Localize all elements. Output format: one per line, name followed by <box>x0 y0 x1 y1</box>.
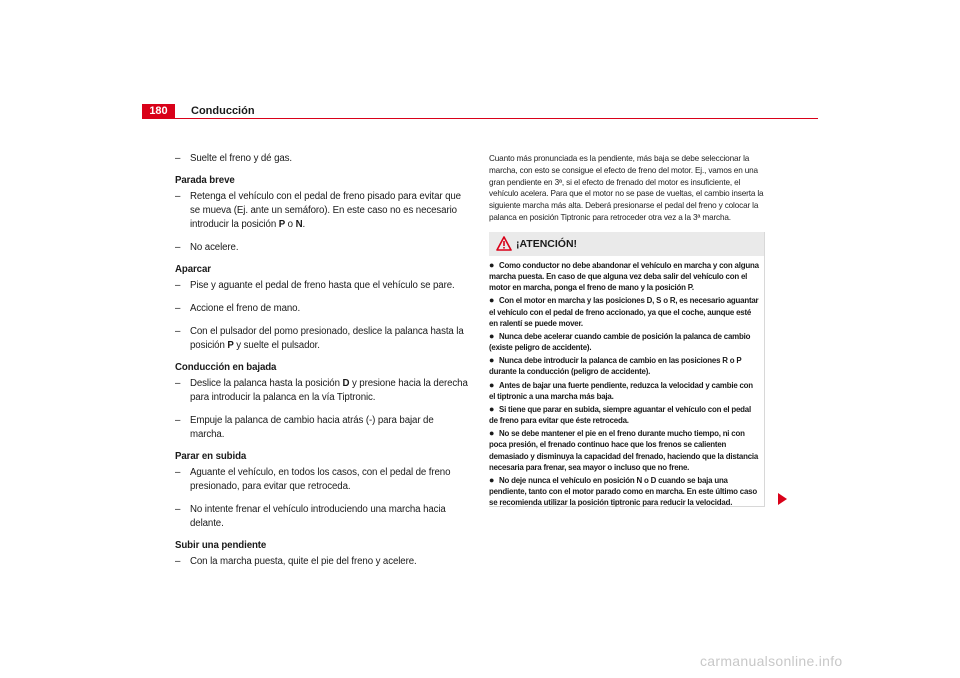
warning-text: Nunca debe introducir la palanca de cambio en las posiciones R o P durante la conducción (peligro de accidente). <box>489 356 742 377</box>
section-heading: Parar en subida <box>175 451 247 462</box>
list-item <box>175 377 470 405</box>
section-heading: Subir una pendiente <box>175 540 267 551</box>
bullet-icon: ● <box>489 355 495 366</box>
item-text: Empuje la palanca de cambio hacia atrás (-) para bajar de marcha. <box>190 415 434 440</box>
warning-item <box>489 355 760 377</box>
warning-text: Como conductor no debe abandonar el vehículo en marcha y con alguna marcha puesta. En caso de que alguna vez deba salir del vehículo con el motor en marcha, ponga el freno de mano y la posición P. <box>489 261 759 293</box>
dash-bullet: – <box>175 326 181 337</box>
warning-item <box>489 295 760 328</box>
warning-item <box>489 428 760 473</box>
item-text: Pise y aguante el pedal de freno hasta que el vehículo se pare. <box>190 280 455 291</box>
list-item <box>175 503 470 531</box>
warning-text: No deje nunca el vehículo en posición N o D cuando se baja una pendiente, tanto con el motor parado como en marcha. En este último caso se recomienda utilizar la posición tiptronic para reducir la velocidad. <box>489 475 757 508</box>
dash-bullet: – <box>175 280 181 291</box>
item-text: Suelte el freno y dé gas. <box>190 153 292 164</box>
section-heading: Conducción en bajada <box>175 362 277 373</box>
warning-item <box>489 475 760 508</box>
gear-position: N <box>295 219 303 230</box>
right-column <box>489 153 767 224</box>
list-item <box>175 302 470 316</box>
warning-item <box>489 331 760 353</box>
item-text: No acelere. <box>190 242 239 253</box>
list-item <box>175 152 470 166</box>
list-item <box>175 241 470 255</box>
item-text: Retenga el vehículo con el pedal de freno pisado para evitar que se mueva (Ej. ante un semáforo). En este caso no es necesario introducir la posición <box>190 191 461 230</box>
gear-position: P <box>227 340 234 351</box>
item-text: Aguante el vehículo, en todos los casos, con el pedal de freno presionado, para evitar que retroceda. <box>190 467 451 492</box>
dash-bullet: – <box>175 556 181 567</box>
intro-paragraph: Cuanto más pronunciada es la pendiente, más baja se debe seleccionar la marcha, con esto se consigue el efecto de freno del motor. Ej., vamos en una gran pendiente en 3ª, si el efecto de frenado del motor es insuficiente, el vehículo acelera. Para que el motor no se pase de vueltas, el cambio inserta la siguiente marcha más alta. Deberá presionarse el pedal del freno y colocar la palanca en posición Tiptronic para retroceder otra vez a la 3ª marcha. <box>489 154 764 222</box>
list-item <box>175 190 470 232</box>
left-column <box>175 152 470 569</box>
warning-box <box>489 232 765 507</box>
item-text: . <box>302 219 306 230</box>
page-number: 180 <box>142 104 175 119</box>
warning-text: Antes de bajar una fuerte pendiente, reduzca la velocidad y cambie con el tiptronic a una marcha más baja. <box>489 380 753 401</box>
page-title: Conducción <box>191 105 255 117</box>
dash-bullet: – <box>175 467 181 478</box>
list-item <box>175 414 470 442</box>
item-text: Accione el freno de mano. <box>190 303 301 314</box>
bullet-icon: ● <box>489 260 495 270</box>
bullet-icon: ● <box>489 474 495 485</box>
item-text: y presione hacia la derecha para introducir la palanca en la vía Tiptronic. <box>190 378 468 403</box>
warning-title: ¡ATENCIÓN! <box>516 238 578 250</box>
warning-text: Nunca debe acelerar cuando cambie de posición la palanca de cambio (existe peligro de accidente). <box>489 331 751 353</box>
section-heading: Aparcar <box>175 264 211 275</box>
warning-item <box>489 380 760 402</box>
dash-bullet: – <box>175 415 181 426</box>
list-item <box>175 325 470 353</box>
bullet-icon: ● <box>489 295 495 306</box>
warning-list <box>489 256 764 508</box>
dash-bullet: – <box>175 303 181 314</box>
warning-text: No se debe mantener el pie en el freno durante mucho tiempo, ni con poca presión, el frenado continuo hace que los frenos se calienten demasiado y disminuya la capacidad del frenado, haciendo que la distancia necesaria para frenar, sea mayor o incluso que no frene. <box>489 429 759 472</box>
next-page-arrow-icon[interactable] <box>777 493 787 505</box>
item-text: No intente frenar el vehículo introduciendo una marcha hacia delante. <box>190 504 446 529</box>
warning-item <box>489 404 760 426</box>
list-item <box>175 555 470 569</box>
warning-header <box>489 232 764 256</box>
dash-bullet: – <box>175 191 181 202</box>
warning-text: Con el motor en marcha y las posiciones D, S o R, es necesario aguantar el vehículo con el pedal de freno accionado, ya que el coche, aunque esté en ralentí se puede mover. <box>489 296 759 328</box>
dash-bullet: – <box>175 504 181 515</box>
item-text: y suelte el pulsador. <box>233 340 320 351</box>
list-item <box>175 279 470 293</box>
section-heading: Parada breve <box>175 175 235 186</box>
warning-triangle-icon <box>496 236 512 251</box>
bullet-icon: ● <box>489 379 495 390</box>
item-text: Con el pulsador del pomo presionado, deslice la palanca hasta la posición <box>190 326 464 351</box>
header-divider <box>142 118 818 119</box>
warning-text: Si tiene que parar en subida, siempre aguantar el vehículo con el pedal de freno para evitar que éste retroceda. <box>489 404 751 426</box>
bullet-icon: ● <box>489 330 495 341</box>
dash-bullet: – <box>175 242 181 253</box>
warning-item <box>489 260 760 293</box>
dash-bullet: – <box>175 378 181 389</box>
dash-bullet: – <box>175 153 181 164</box>
list-item <box>175 466 470 494</box>
item-text: o <box>285 219 296 230</box>
bullet-icon: ● <box>489 428 495 439</box>
watermark: carmanualsonline.info <box>700 653 843 669</box>
gear-position: D <box>342 378 350 389</box>
gear-position: P <box>278 219 286 230</box>
bullet-icon: ● <box>489 403 495 414</box>
item-text: Con la marcha puesta, quite el pie del freno y acelere. <box>190 556 417 567</box>
item-text: Deslice la palanca hasta la posición <box>190 378 343 389</box>
